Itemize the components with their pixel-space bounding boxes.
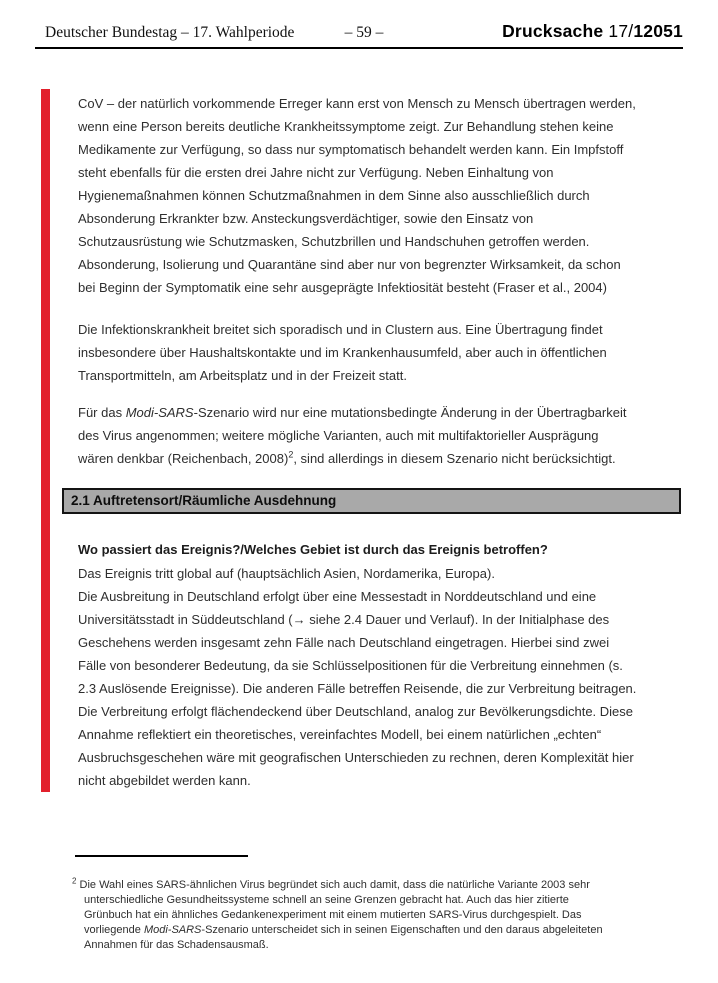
section-heading-text: 2.1 Auftretensort/Räumliche Ausdehnung [71,493,337,508]
header-page-number: – 59 – [344,24,384,41]
doc-prefix: 17/ [608,21,634,41]
footnote-separator-rule [75,855,248,857]
change-marker-bar [41,89,50,792]
header-parliament-label: Deutscher Bundestag – 17. Wahlperiode [45,24,295,41]
paragraph-cov-erreger: CoV – der natürlich vorkommende Erreger kann erst von Mensch zu Mensch übertragen werden, wenn eine Person bereits deutliche Krankheitssymptome zeigt. Zur Behandlung stehen keine Medikamente zur Verfügung, so dass nur symptomatisch behandelt werden kann. Ein Impfstoff steht ebenfalls für die ersten drei Jahre nicht zur Verfügung. Neben Einhaltung von Hygienemaßnahmen können Schutzmaßnahmen in dem Sinne also ausschließlich durch Absonderung Erkrankter bzw. Ansteckungsverdächtiger, sowie den Einsatz von Schutzausrüstung wie Schutzmasken, Schutzbrillen und Handschuhen getroffen werden. Absonderung, Isolierung und Quarantäne sind aber nur von begrenzter Wirksamkeit, da schon bei Beginn der Symptomatik eine sehr ausgeprägte Infektiosität besteht (Fraser et al., 2004) [78,96,636,295]
paragraph-modi-sars-szenario: Für das Modi-SARS-Szenario wird nur eine mutationsbedingte Änderung in der Übertragbarkeit des Virus angenommen; weitere mögliche Varianten, auch mit multifaktorieller Ausprägung wären denkbar (Reichenbach, 2008)$^2$, sind allerdings in diesem Szenario nicht berücksichtigt. [78,405,627,466]
footnote-2: $^2$ Die Wahl eines SARS-ähnlichen Virus begründet sich auch damit, dass die natürliche Variante 2003 sehr unterschiedliche Gesundheitssysteme schnell an seine Grenzen gebracht hat. Auch das hier zitierte Grünbuch hat ein ähnliches Gedankenexperiment mit einem mutierten SARS-Virus durchgespielt. Das vorliegende Modi-SARS-Szenario unterscheidet sich in seinen Eigenschaften und den daraus abgeleiteten Annahmen für das Schadensausmaß. [72,876,603,951]
doc-number: 12051 [633,21,683,41]
document-body [71,0,700,953]
paragraph-infektionskrankheit: Die Infektionskrankheit breitet sich sporadisch und in Clustern aus. Eine Übertragung findet insbesondere über Haushaltskontakte und im Krankenhausumfeld, aber auch in öffentlichen Transportmitteln, am Arbeitsplatz und in der Freizeit statt. [78,322,607,383]
doc-label: Drucksache [502,21,609,41]
paragraph-auftretensort: Das Ereignis tritt global auf (hauptsächlich Asien, Nordamerika, Europa). Die Ausbreitung in Deutschland erfolgt über eine Messestadt in Norddeutschland und eine Universitätsstadt in Süddeutschland (→ siehe 2.4 Dauer und Verlauf). In der Initialphase des Geschehens werden insgesamt zehn Fälle nach Deutschland eingetragen. Hierbei sind zwei Fälle von besonderer Bedeutung, da sie Schlüsselpositionen für die Verbreitung einnehmen (s. 2.3 Auslösende Ereignisse). Die anderen Fälle betreffen Reisende, die zur Verbreitung beitragen. Die Verbreitung erfolgt flächendeckend über Deutschland, analog zur Bevölkerungsdichte. Diese Annahme reflektiert ein theoretisches, vereinfachtes Modell, bei einem natürlichen „echten“ Ausbruchsgeschehen wäre mit geografischen Unterschieden zu rechnen, deren Komplexität hier nicht abgebildet werden kann. [78,566,637,788]
section-heading-2-1 [62,488,681,514]
question-heading: Wo passiert das Ereignis?/Welches Gebiet ist durch das Ereignis betroffen? [78,542,548,557]
